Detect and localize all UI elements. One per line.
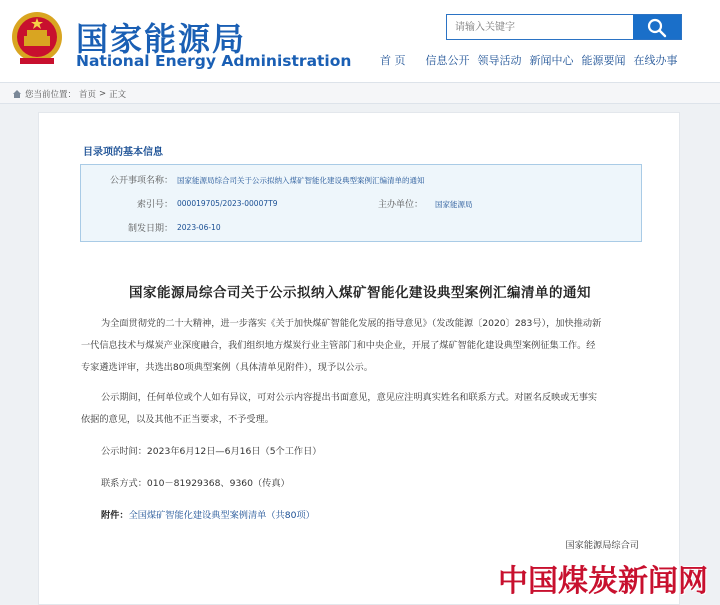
national-emblem-icon: [10, 10, 64, 68]
attachment-row: [101, 507, 315, 521]
main-nav: [380, 52, 686, 70]
breadcrumb-bar: [0, 82, 720, 104]
index-label: 索引号：: [136, 200, 173, 210]
nav-item-info-disclosure[interactable]: 信息公开: [425, 54, 470, 67]
nav-item-home[interactable]: 首 页: [380, 54, 406, 67]
breadcrumb-separator: >: [99, 89, 107, 99]
nav-item-energy-news[interactable]: 能源要闻: [581, 54, 626, 67]
attachment-label: 附件：: [101, 510, 129, 521]
nav-item-online-services[interactable]: 在线办事: [633, 54, 678, 67]
catalog-section-title: 目录项的基本信息: [83, 147, 163, 158]
publicity-period: 公示时间：2023年6月12日—6月16日（5个工作日）: [101, 446, 322, 457]
nav-item-leadership[interactable]: 领导活动: [477, 54, 522, 67]
date-value: 2023-06-10: [177, 223, 221, 232]
para2-line1: 公示期间，任何单位或个人如有异议，可对公示内容提出书面意见，意见应注明真实姓名和联系方式。对匿名反映或无事实: [101, 392, 598, 403]
subject-label: 公开事项名称：: [109, 176, 173, 186]
para2-line2: 依据的意见，以及其他不正当要求，不予受理。: [81, 414, 274, 425]
content-card: [38, 112, 680, 605]
para1-line2: 一代信息技术与煤炭产业深度融合，我们组织地方煤炭行业主管部门和中央企业，开展了煤矿智能化建设典型案例征集工作。经: [81, 340, 596, 351]
document-title: 国家能源局综合司关于公示拟纳入煤矿智能化建设典型案例汇编清单的通知: [129, 285, 591, 301]
para1-line1: 为全面贯彻党的二十大精神，进一步落实《关于加快煤矿智能化发展的指导意见》（发改能源〔2020〕283号），加快推动新: [101, 318, 602, 329]
breadcrumb-prefix: 您当前位置：: [25, 90, 77, 100]
home-icon: [12, 89, 22, 99]
nav-item-news-center[interactable]: 新闻中心: [529, 54, 574, 67]
breadcrumb: [12, 88, 126, 100]
search-icon: [647, 18, 667, 38]
subject-value: 国家能源局综合司关于公示拟纳入煤矿智能化建设典型案例汇编清单的通知: [177, 176, 425, 185]
site-logo-en[interactable]: National Energy Administration: [76, 52, 352, 70]
breadcrumb-home[interactable]: 首页: [79, 90, 97, 100]
site-header: [0, 0, 720, 82]
attachment-link[interactable]: 全国煤矿智能化建设典型案例清单（共80项）: [128, 510, 315, 521]
search-input[interactable]: [447, 15, 633, 39]
contact-info: 联系方式：010－81929368、9360（传真）: [101, 478, 290, 489]
breadcrumb-current: 正文: [109, 90, 127, 100]
para1-line3: 专家遴选评审，共选出80项典型案例（具体清单见附件），现予以公示。: [81, 362, 373, 373]
document-signer: 国家能源局综合司: [565, 540, 639, 551]
issuer-label: 主办单位：: [377, 200, 423, 210]
search-box: [446, 14, 682, 40]
site-logo-cn[interactable]: 国家能源局: [76, 20, 247, 58]
date-label: 制发日期：: [127, 224, 173, 234]
index-value: 000019705/2023-00007T9: [177, 199, 278, 208]
catalog-info-box: [80, 164, 642, 242]
search-button[interactable]: [633, 15, 681, 39]
watermark: 中国煤炭新闻网: [498, 564, 708, 599]
issuer-value: 国家能源局: [435, 200, 473, 209]
